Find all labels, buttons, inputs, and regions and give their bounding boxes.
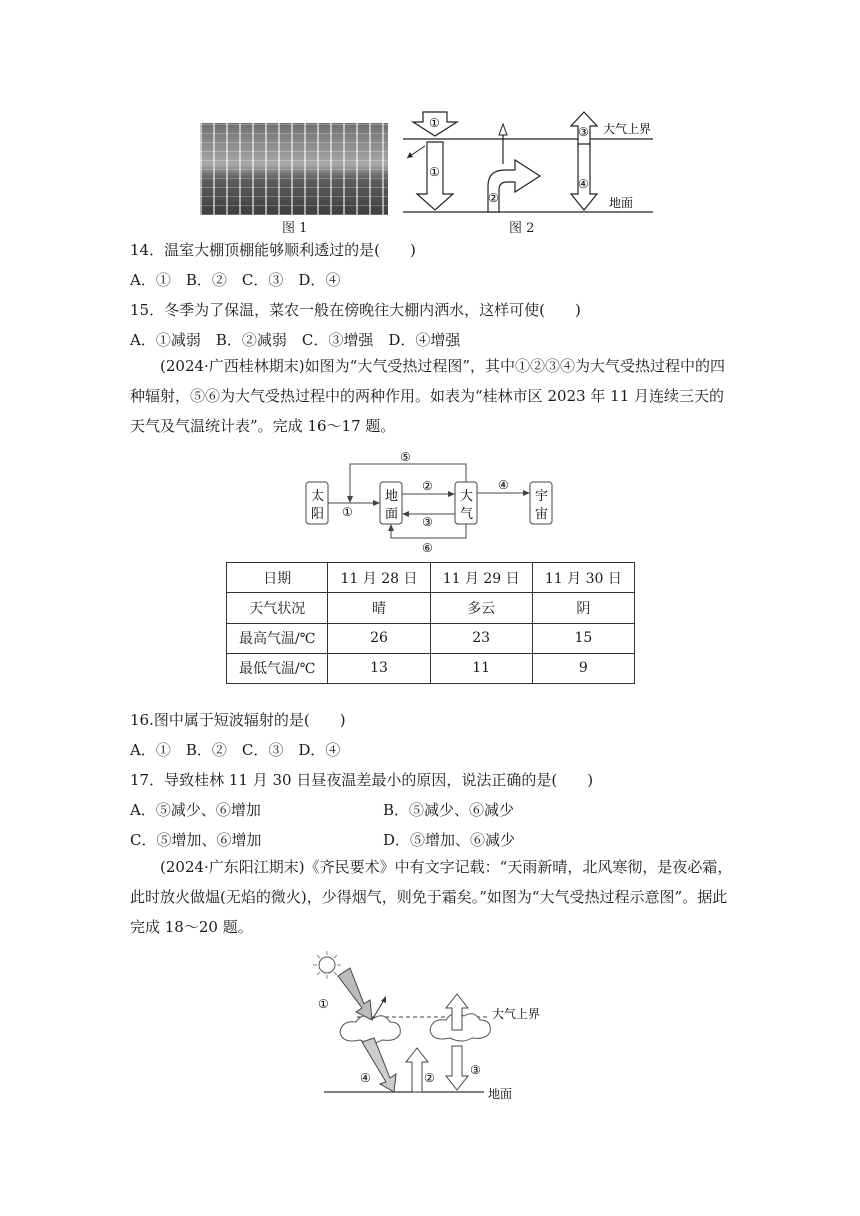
heating-process-flowchart (300, 446, 570, 556)
q17-option-b: B．⑤减少、⑥减少 (383, 801, 515, 819)
table-cell: 最高气温/℃ (227, 623, 328, 653)
svg-text:⑥: ⑥ (422, 541, 433, 555)
arrow-2 (406, 1048, 428, 1092)
arrow-3 (446, 1046, 468, 1090)
weather-temperature-table (226, 562, 635, 684)
svg-text:②: ② (488, 191, 499, 205)
fig3-heating-diagram (312, 950, 557, 1100)
q17-option-c: C．⑤增加、⑥增加 (130, 831, 262, 849)
svg-text:地面: 地面 (609, 196, 634, 210)
svg-text:②: ② (424, 1071, 435, 1085)
q15-options: A．①减弱 B．②减弱 C．③增强 D．④增强 (130, 331, 461, 349)
table-cell: 11 月 29 日 (430, 563, 532, 593)
table-cell: 日期 (227, 563, 328, 593)
svg-text:④: ④ (578, 177, 589, 191)
svg-text:面: 面 (385, 507, 399, 522)
q16-stem: 16.图中属于短波辐射的是( ) (130, 711, 346, 729)
svg-text:④: ④ (498, 478, 509, 492)
greenhouse-photo (200, 123, 388, 215)
svg-text:①: ① (429, 165, 440, 179)
q17-stem: 17．导致桂林 11 月 30 日昼夜温差最小的原因，说法正确的是( ) (130, 771, 594, 789)
table-cell: 11 (430, 653, 532, 683)
svg-text:②: ② (422, 479, 433, 493)
svg-text:①: ① (342, 505, 353, 519)
svg-text:大气上界: 大气上界 (492, 1007, 541, 1021)
intro-18-20: (2024·广东阳江期末)《齐民要术》中有文字记载：“天雨新晴，北风寒彻，是夜必霜，此时放火做煴(无焰的微火)，少得烟气，则免于霜矣。”如图为“大气受热过程示意图”。据此完成 18～20 题。 (130, 858, 733, 936)
table-cell: 15 (532, 623, 634, 653)
svg-text:地: 地 (385, 489, 399, 504)
svg-text:③: ③ (422, 515, 433, 529)
svg-text:太: 太 (311, 489, 325, 504)
arrow-1 (338, 968, 372, 1020)
sun-icon (313, 951, 341, 979)
svg-text:阳: 阳 (311, 507, 325, 522)
svg-text:宇: 宇 (535, 489, 549, 504)
table-cell: 13 (328, 653, 430, 683)
q16-options: A．① B．② C．③ D．④ (130, 741, 341, 759)
q17-option-a: A．⑤减少、⑥增加 (130, 801, 261, 819)
svg-text:宙: 宙 (535, 507, 549, 522)
svg-text:①: ① (429, 116, 440, 130)
q14-options: A．① B．② C．③ D．④ (130, 271, 341, 289)
table-cell: 23 (430, 623, 532, 653)
svg-text:气: 气 (460, 507, 474, 522)
table-cell: 最低气温/℃ (227, 653, 328, 683)
table-row (227, 593, 635, 623)
table-cell: 晴 (328, 593, 430, 623)
table-cell: 阴 (532, 593, 634, 623)
table-cell: 天气状况 (227, 593, 328, 623)
intro-16-17: (2024·广西桂林期末)如图为“大气受热过程图”，其中①②③④为大气受热过程中的四种辐射，⑤⑥为大气受热过程中的两种作用。如表为“桂林市区 2023 年 11 月连续三天的天气及气温统计表”。完成 16～17 题。 (130, 357, 725, 435)
fig2-caption: 图 2 (509, 221, 535, 236)
table-cell: 多云 (430, 593, 532, 623)
table-header-row (227, 563, 635, 593)
table-cell: 26 (328, 623, 430, 653)
svg-text:大气上界: 大气上界 (603, 122, 652, 136)
table-cell: 9 (532, 653, 634, 683)
svg-text:④: ④ (360, 1071, 371, 1085)
table-row (227, 653, 635, 683)
q14-stem: 14．温室大棚顶棚能够顺利透过的是( ) (130, 241, 416, 259)
svg-text:①: ① (318, 997, 329, 1011)
svg-text:③: ③ (578, 125, 589, 139)
fig1-caption: 图 1 (282, 221, 308, 236)
svg-text:地面: 地面 (488, 1087, 513, 1100)
svg-text:③: ③ (470, 1063, 481, 1077)
q15-stem: 15．冬季为了保温，菜农一般在傍晚往大棚内洒水，这样可使( ) (130, 301, 581, 319)
q17-option-d: D．⑤增加、⑥减少 (383, 831, 516, 849)
svg-text:⑤: ⑤ (400, 450, 411, 464)
svg-text:大: 大 (460, 489, 474, 504)
fig2-radiation-diagram (395, 108, 670, 218)
table-row (227, 623, 635, 653)
table-cell: 11 月 28 日 (328, 563, 430, 593)
table-cell: 11 月 30 日 (532, 563, 634, 593)
